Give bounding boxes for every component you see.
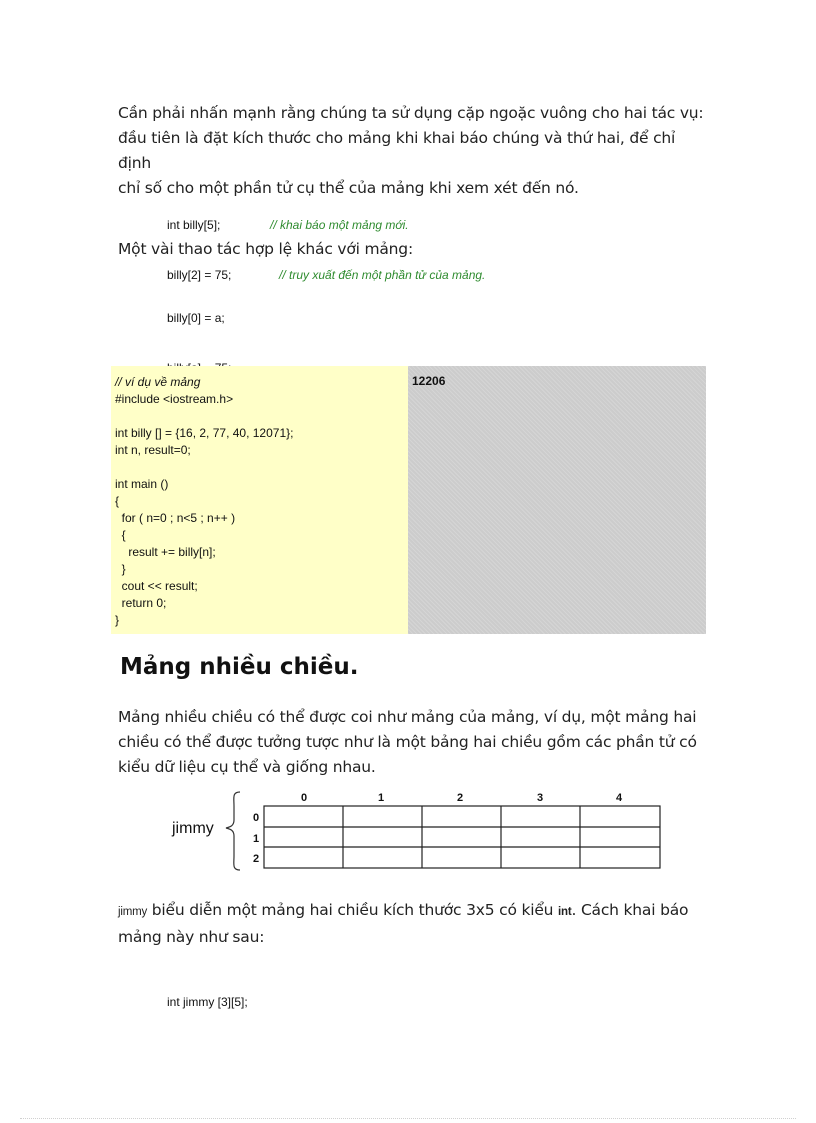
column-label: 3	[536, 792, 544, 804]
operations-intro-text: Một vài thao tác hợp lệ khác với mảng:	[118, 240, 413, 258]
example-output-panel	[408, 366, 706, 634]
jimmy-description-line-2: mảng này như sau:	[118, 928, 265, 946]
multidim-line-3: kiểu dữ liệu cụ thể và giống nhau.	[118, 758, 376, 776]
example-comment: // ví dụ về mảng	[115, 375, 201, 389]
code-line: billy[0] = a;	[167, 311, 225, 325]
example-line: return 0;	[115, 596, 167, 610]
example-line: result += billy[n];	[115, 545, 216, 559]
column-label: 2	[456, 792, 464, 804]
example-source-code	[115, 374, 293, 629]
code-line-1	[167, 217, 409, 234]
intro-line-2: đầu tiên là đặt kích thước cho mảng khi khai báo chúng và thứ hai, để chỉ định	[118, 129, 676, 172]
jimmy-description-text-b: . Cách khai báo	[571, 901, 689, 919]
example-line: int billy [] = {16, 2, 77, 40, 12071};	[115, 426, 294, 440]
intro-line-1: Cần phải nhấn mạnh rằng chúng ta sử dụng cặp ngoặc vuông cho hai tác vụ:	[118, 104, 704, 122]
code-comment: // khai báo một mảng mới.	[270, 218, 409, 232]
jimmy-description	[118, 898, 708, 950]
example-line: cout << result;	[115, 579, 198, 593]
example-line: }	[115, 613, 120, 627]
intro-line-3: chỉ số cho một phần tử cụ thể của mảng khi xem xét đến nó.	[118, 179, 579, 197]
row-label: 0	[252, 812, 260, 824]
example-line: #include <iostream.h>	[115, 392, 234, 406]
example-line: }	[115, 562, 126, 576]
example-line: {	[115, 494, 120, 508]
example-line: int main ()	[115, 477, 169, 491]
example-line: {	[115, 528, 126, 542]
column-label: 4	[615, 792, 623, 804]
code-text: int billy[5];	[167, 218, 221, 232]
jimmy-description-line-1	[118, 898, 708, 925]
array-name-label: jimmy	[172, 820, 214, 837]
example-line: int n, result=0;	[115, 443, 191, 457]
grid-border	[264, 806, 660, 868]
column-labels	[301, 792, 623, 804]
operations-intro	[118, 237, 708, 262]
example-output-value: 12206	[412, 374, 446, 388]
jimmy-array-diagram	[168, 786, 668, 876]
code-text: billy[2] = 75;	[167, 267, 232, 282]
jimmy-identifier: jimmy	[118, 906, 148, 918]
code-comment: // truy xuất đến một phần tử của mảng.	[279, 267, 486, 282]
section-heading: Mảng nhiều chiều.	[120, 654, 359, 680]
jimmy-declaration-code	[167, 961, 248, 1027]
column-label: 1	[377, 792, 385, 804]
multidim-paragraph	[118, 705, 708, 780]
int-keyword: int	[558, 906, 572, 918]
array-grid	[264, 806, 660, 868]
row-label: 2	[252, 853, 260, 865]
row-labels	[253, 812, 259, 865]
page-bottom-divider	[20, 1118, 796, 1119]
code-line: int jimmy [3][5];	[167, 995, 248, 1009]
brace-shape	[226, 792, 240, 870]
row-label: 1	[252, 833, 260, 845]
example-line: for ( n=0 ; n<5 ; n++ )	[115, 511, 236, 525]
column-label: 0	[300, 792, 308, 804]
jimmy-description-text-a: biểu diễn một mảng hai chiều kích thước 3x5 có kiểu	[147, 901, 559, 919]
multidim-line-2: chiều có thể được tưởng tược như là một bảng hai chiều gồm các phần tử có	[118, 733, 697, 751]
example-source-panel	[111, 366, 408, 634]
multidim-line-1: Mảng nhiều chiều có thể được coi như mảng của mảng, ví dụ, một mảng hai	[118, 708, 697, 726]
